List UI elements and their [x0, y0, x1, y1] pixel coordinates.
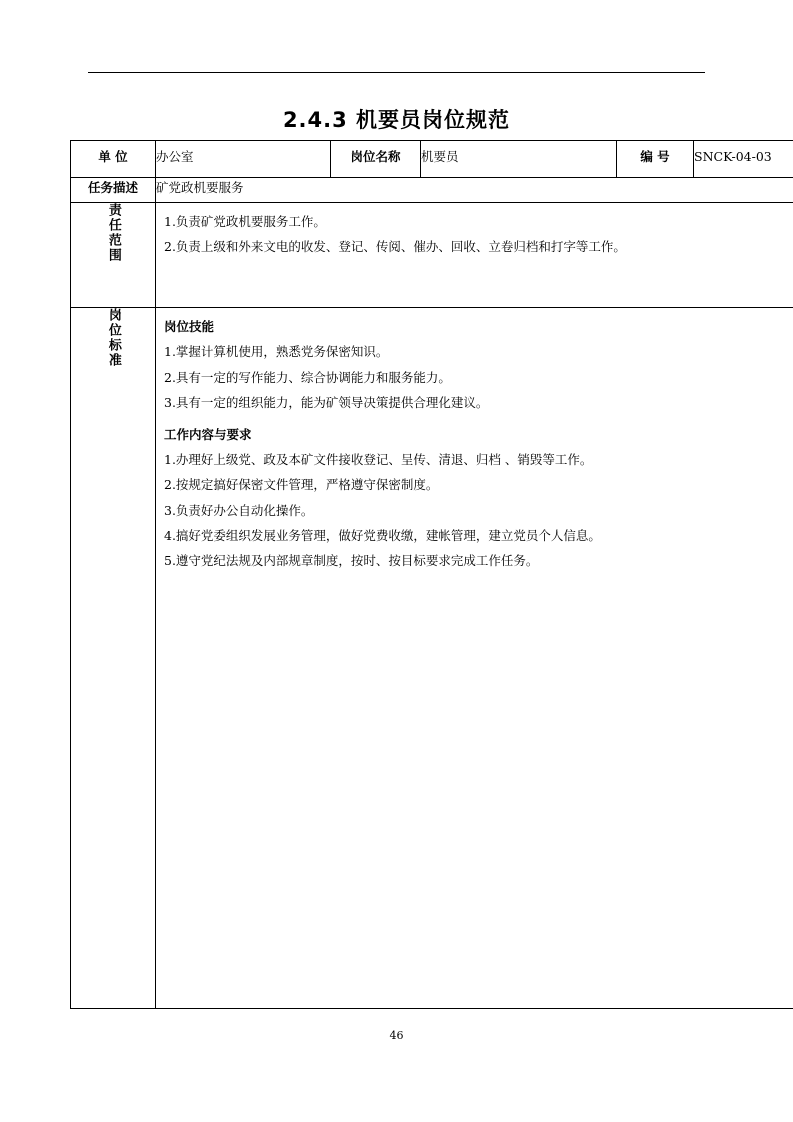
work-item: 2.按规定搞好保密文件管理，严格遵守保密制度。 — [164, 477, 439, 493]
work-item: 1.办理好上级党、政及本矿文件接收登记、呈传、清退、归档 、销毁等工作。 — [164, 451, 593, 467]
skill-item: 1.掌握计算机使用，熟悉党务保密知识。 — [164, 344, 389, 360]
label-task-description: 任务描述 — [71, 178, 156, 203]
skills-heading: 岗位技能 — [164, 319, 215, 334]
value-position-standard — [156, 308, 793, 1009]
table-row-standard — [71, 308, 793, 1009]
work-heading: 工作内容与要求 — [164, 426, 252, 442]
label-position-standard-text: 岗位标准 — [105, 308, 121, 368]
table-row-unit — [71, 141, 793, 178]
label-duty-scope — [71, 203, 156, 308]
table-row-task — [71, 178, 793, 203]
duty-scope-list — [156, 203, 793, 269]
duty-item: 2.负责上级和外来文电的收发、登记、传阅、催办、回收、立卷归档和打字等工作。 — [164, 239, 626, 255]
value-unit: 办公室 — [156, 141, 331, 178]
label-position-name: 岗位名称 — [331, 141, 421, 178]
work-item: 3.负责好办公自动化操作。 — [164, 502, 314, 518]
job-spec-table — [70, 140, 793, 1009]
value-duty-scope — [156, 203, 793, 308]
value-code: SNCK-04-03 — [694, 141, 793, 178]
page-number: 46 — [389, 1029, 404, 1042]
value-task-description: 矿党政机要服务 — [156, 178, 793, 203]
value-position-name: 机要员 — [421, 141, 617, 178]
duty-item: 1.负责矿党政机要服务工作。 — [164, 214, 326, 229]
skill-item: 2.具有一定的写作能力、综合协调能力和服务能力。 — [164, 369, 451, 385]
work-item: 5.遵守党纪法规及内部规章制度，按时、按目标要求完成工作任务。 — [164, 553, 539, 569]
label-unit: 单 位 — [71, 141, 156, 178]
skill-item: 3.具有一定的组织能力，能为矿领导决策提供合理化建议。 — [164, 395, 489, 411]
label-position-standard — [71, 308, 156, 1009]
header-divider-rule — [88, 72, 705, 73]
position-standard-content — [156, 308, 793, 583]
label-duty-scope-text: 责任范围 — [105, 203, 121, 263]
page-title: 2.4.3 机要员岗位规范 — [282, 108, 511, 132]
table-row-duty — [71, 203, 793, 308]
label-code: 编 号 — [617, 141, 694, 178]
work-item: 4.搞好党委组织发展业务管理，做好党费收缴，建帐管理，建立党员个人信息。 — [164, 528, 601, 543]
